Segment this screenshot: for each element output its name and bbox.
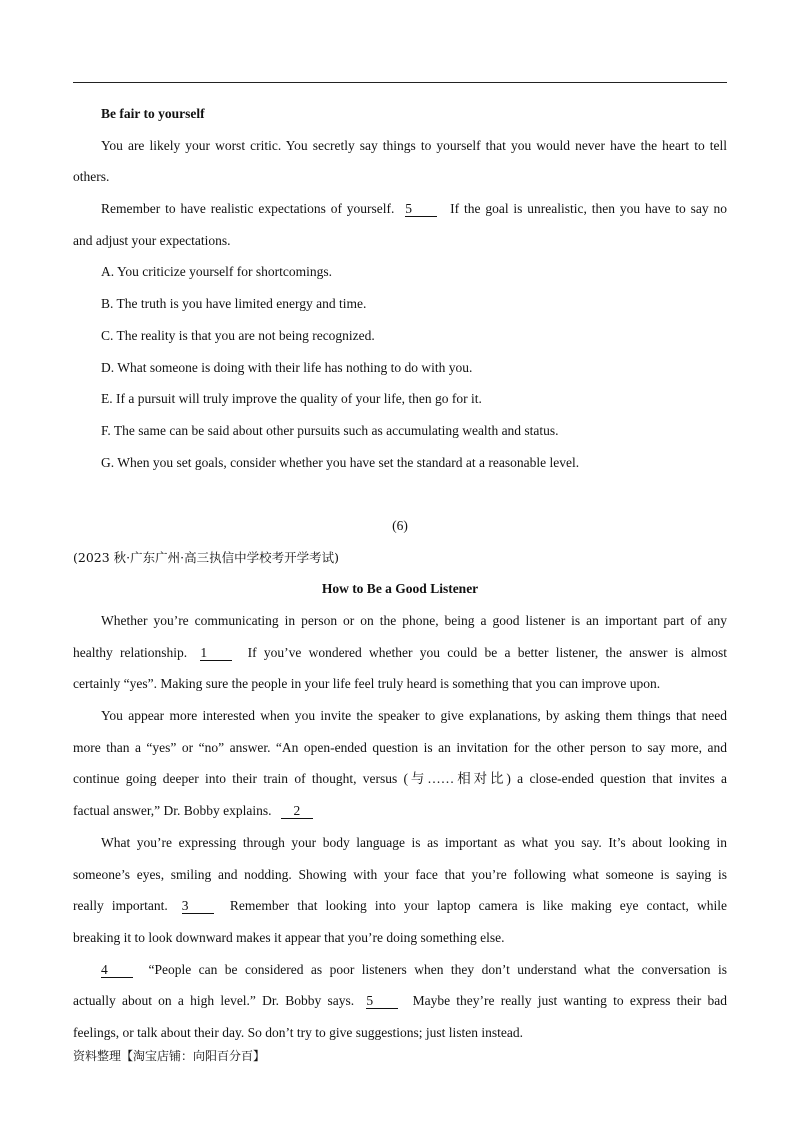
paragraph-line: continue going deeper into their train of thought, versus (与……相对比) a close-ended question that invites a (73, 771, 727, 787)
answer-blank: 2 (281, 804, 313, 819)
spacer (73, 481, 727, 513)
paragraph-line (73, 988, 727, 1020)
option-e: E. If a pursuit will truly improve the quality of your life, then go for it. (101, 391, 482, 407)
paragraph-line: someone’s eyes, smiling and nodding. Showing with your face that you’re following what someone is saying is (73, 866, 727, 882)
paragraph-line: certainly “yes”. Making sure the people in your life feel truly heard is something that you can improve upon. (73, 676, 661, 692)
text-span: Remember that looking into your laptop camera is like making eye contact, while (229, 898, 727, 914)
article-title: How to Be a Good Listener (321, 581, 479, 597)
paragraph-line: Whether you’re communicating in person or on the phone, being a good listener is an important part of any (101, 613, 727, 628)
text-span: Maybe they’re really just wanting to express their bad (412, 993, 728, 1009)
answer-blank: 3 (182, 899, 214, 914)
option-d: D. What someone is doing with their life has nothing to do with you. (101, 359, 473, 375)
text-span: “People can be considered as poor listeners when they don’t understand what the conversation is (148, 961, 728, 977)
text-span: factual answer,” Dr. Bobby explains. (73, 803, 272, 819)
text-span: really important. (73, 898, 168, 914)
paragraph-line (73, 640, 727, 672)
text-span: If you’ve wondered whether you could be a better listener, the answer is almost (247, 644, 727, 660)
text-span: healthy relationship. (73, 644, 188, 660)
answer-blank: 5 (366, 994, 398, 1009)
footer-note: 资料整理【淘宝店铺：向阳百分百】 (73, 1049, 266, 1063)
option-a: A. You criticize yourself for shortcomings. (101, 264, 332, 280)
paragraph-line: feelings, or talk about their day. So don’t try to give suggestions; just listen instead. (73, 1024, 523, 1040)
paragraph-line: others. (73, 169, 110, 185)
paragraph-line (73, 196, 727, 228)
paragraph-line: and adjust your expectations. (73, 232, 231, 248)
section-number: (6) (392, 517, 408, 533)
answer-blank: 5 (405, 202, 437, 217)
header-rule (73, 82, 727, 83)
section-heading: Be fair to yourself (101, 106, 205, 121)
option-c: C. The reality is that you are not being recognized. (101, 327, 375, 343)
paragraph-line: more than a “yes” or “no” answer. “An open-ended question is an invitation for the other person to say more, and (73, 739, 727, 755)
paragraph-line: breaking it to look downward makes it appear that you’re doing something else. (73, 929, 505, 945)
paragraph-line (73, 893, 727, 925)
page-content (73, 101, 727, 1052)
paragraph-line (73, 957, 727, 989)
option-f: F. The same can be said about other pursuits such as accumulating wealth and status. (101, 422, 559, 438)
option-g: G. When you set goals, consider whether you have set the standard at a reasonable level. (101, 454, 580, 470)
paragraph-line: You appear more interested when you invite the speaker to give explanations, by asking them things that need (101, 708, 727, 724)
text-span: actually about on a high level.” Dr. Bobby says. (73, 993, 355, 1009)
paragraph-line: You are likely your worst critic. You secretly say things to yourself that you would never have the heart to tell (101, 137, 727, 153)
paragraph-line (73, 798, 727, 830)
text-span: If the goal is unrealistic, then you have to say no (450, 201, 728, 217)
text-span: Remember to have realistic expectations of yourself. (101, 201, 395, 217)
answer-blank: 4 (101, 963, 133, 978)
option-b: B. The truth is you have limited energy and time. (101, 296, 367, 312)
answer-blank: 1 (200, 646, 232, 661)
paragraph-line: What you’re expressing through your body language is as important as what you say. It’s about looking in (101, 834, 727, 850)
source-citation: (2023 秋·广东广州·高三执信中学校考开学考试) (73, 549, 339, 565)
